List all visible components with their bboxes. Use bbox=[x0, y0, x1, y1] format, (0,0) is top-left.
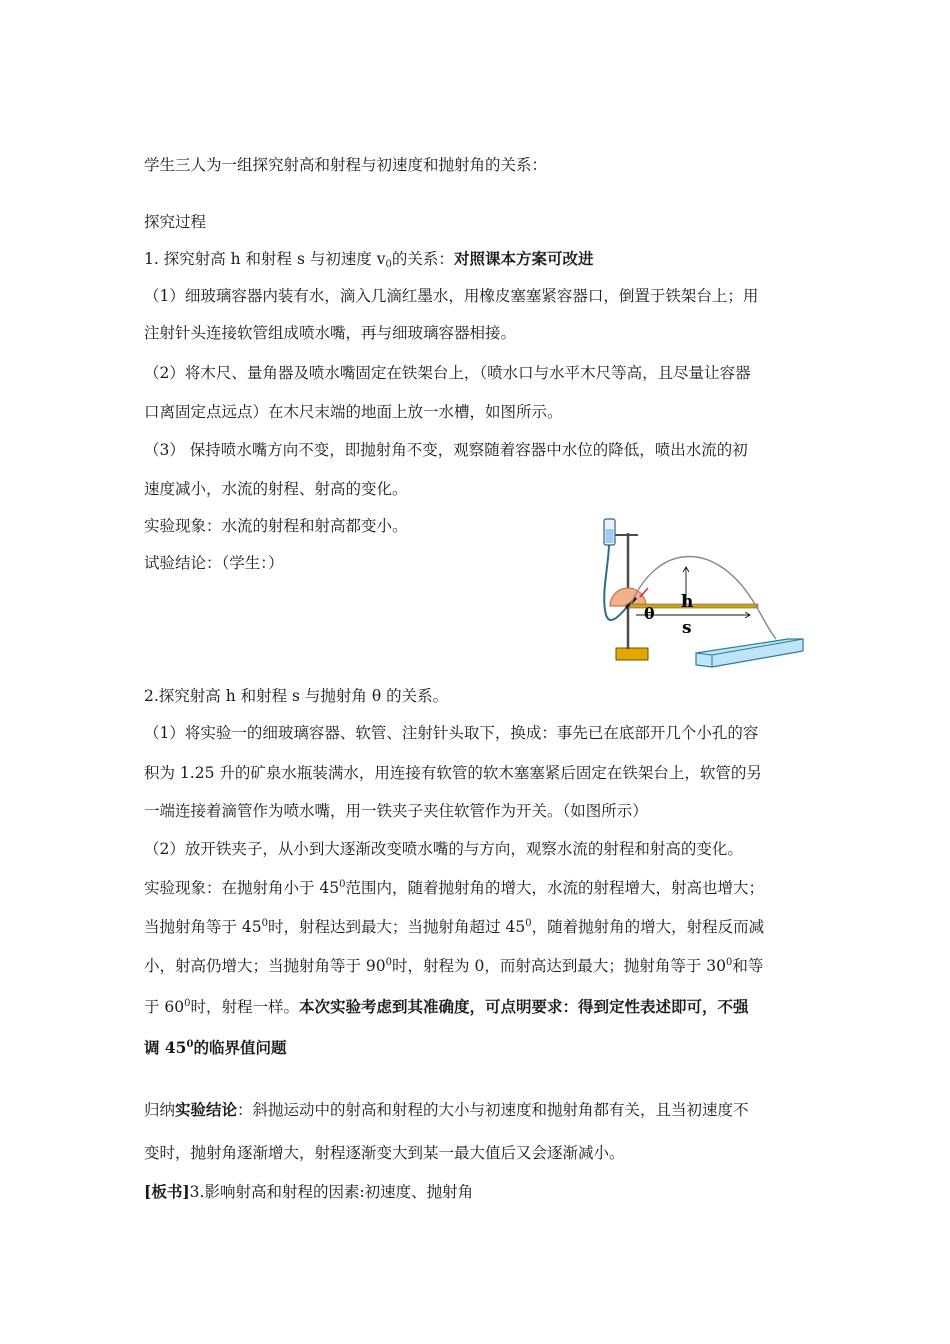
apparatus-figure bbox=[598, 515, 808, 675]
part1-conclusion: 试验结论：（学生：） bbox=[144, 554, 284, 572]
intro-text: 学生三人为一组探究射高和射程与初速度和抛射角的关系： bbox=[144, 156, 548, 174]
section-title: 探究过程 bbox=[144, 213, 207, 231]
part1-step3-line2: 速度减小，水流的射程、射高的变化。 bbox=[144, 480, 408, 498]
s-label: s bbox=[682, 618, 692, 638]
part2-phenomenon-line2: 当抛射角等于 $45^0$时，射程达到最大；当抛射角超过 $45^0$，随着抛射角的增大，射程反而减 bbox=[144, 918, 765, 936]
water-trajectory bbox=[630, 557, 776, 640]
part2-step1-line2: 积为 1.25 升的矿泉水瓶装满水，用连接有软管的软木塞塞紧后固定在铁架台上，软管的另 bbox=[144, 764, 762, 782]
h-label: h bbox=[681, 592, 694, 612]
summary-line2: 变时，抛射角逐渐增大，射程逐渐变大到某一最大值后又会逐渐减小。 bbox=[144, 1144, 625, 1162]
part2-phenomenon-line4: 于 $60^0$时，射程一样。本次实验考虑到其准确度，可点明要求：得到定性表述即可，不强 bbox=[144, 997, 749, 1016]
theta-label: θ bbox=[644, 604, 655, 623]
part1-step1-line2: 注射针头连接软管组成喷水嘴，再与细玻璃容器相接。 bbox=[144, 324, 517, 342]
part2-step2: （2）放开铁夹子，从小到大逐渐改变喷水嘴的与方向，观察水流的射程和射高的变化。 bbox=[144, 840, 743, 858]
part1-phenomenon: 实验现象：水流的射程和射高都变小。 bbox=[144, 517, 408, 535]
part2-step1-line3: 一端连接着滴管作为喷水嘴，用一铁夹子夹住软管作为开关。（如图所示） bbox=[144, 802, 648, 820]
soft-hose bbox=[604, 545, 628, 620]
part2-heading: 2.探究射高 h 和射程 s 与抛射角 θ 的关系。 bbox=[144, 687, 449, 705]
part2-step1-line1: （1）将实验一的细玻璃容器、软管、注射针头取下，换成：事先已在底部开几个小孔的容 bbox=[144, 724, 759, 742]
part1-step1-line1: （1）细玻璃容器内装有水，滴入几滴红墨水，用橡皮塞塞紧容器口，倒置于铁架台上；用 bbox=[144, 287, 759, 305]
summary-line1: 归纳实验结论：斜抛运动中的射高和射程的大小与初速度和抛射角都有关，且当初速度不 bbox=[144, 1100, 749, 1119]
part2-phenomenon-line1: 实验现象：在抛射角小于 $45^0$范围内，随着抛射角的增大，水流的射程增大，射高也增大； bbox=[144, 879, 765, 897]
board-note: [板书]3.影响射高和射程的因素:初速度、抛射角 bbox=[144, 1182, 474, 1201]
part1-step2-line2: 口离固定点远点）在木尺末端的地面上放一水槽，如图所示。 bbox=[144, 403, 563, 421]
stand-base bbox=[616, 648, 648, 660]
part2-phenomenon-line5: 调 $45^0$的临界值问题 bbox=[144, 1038, 287, 1057]
part2-phenomenon-line3: 小，射高仍增大；当抛射角等于 $90^0$时，射程为 0，而射高达到最大；抛射角等于 $30^0$和等 bbox=[144, 957, 764, 975]
part1-step3-line1: （3） 保持喷水嘴方向不变，即抛射角不变，观察随着容器中水位的降低，喷出水流的初 bbox=[144, 441, 748, 459]
part1-heading: 1. 探究射高 h 和射程 s 与初速度 $v_0$的关系：对照课本方案可改进 bbox=[144, 249, 594, 270]
part1-step2-line1: （2）将木尺、量角器及喷水嘴固定在铁架台上，（喷水口与水平木尺等高，且尽量让容器 bbox=[144, 364, 751, 382]
